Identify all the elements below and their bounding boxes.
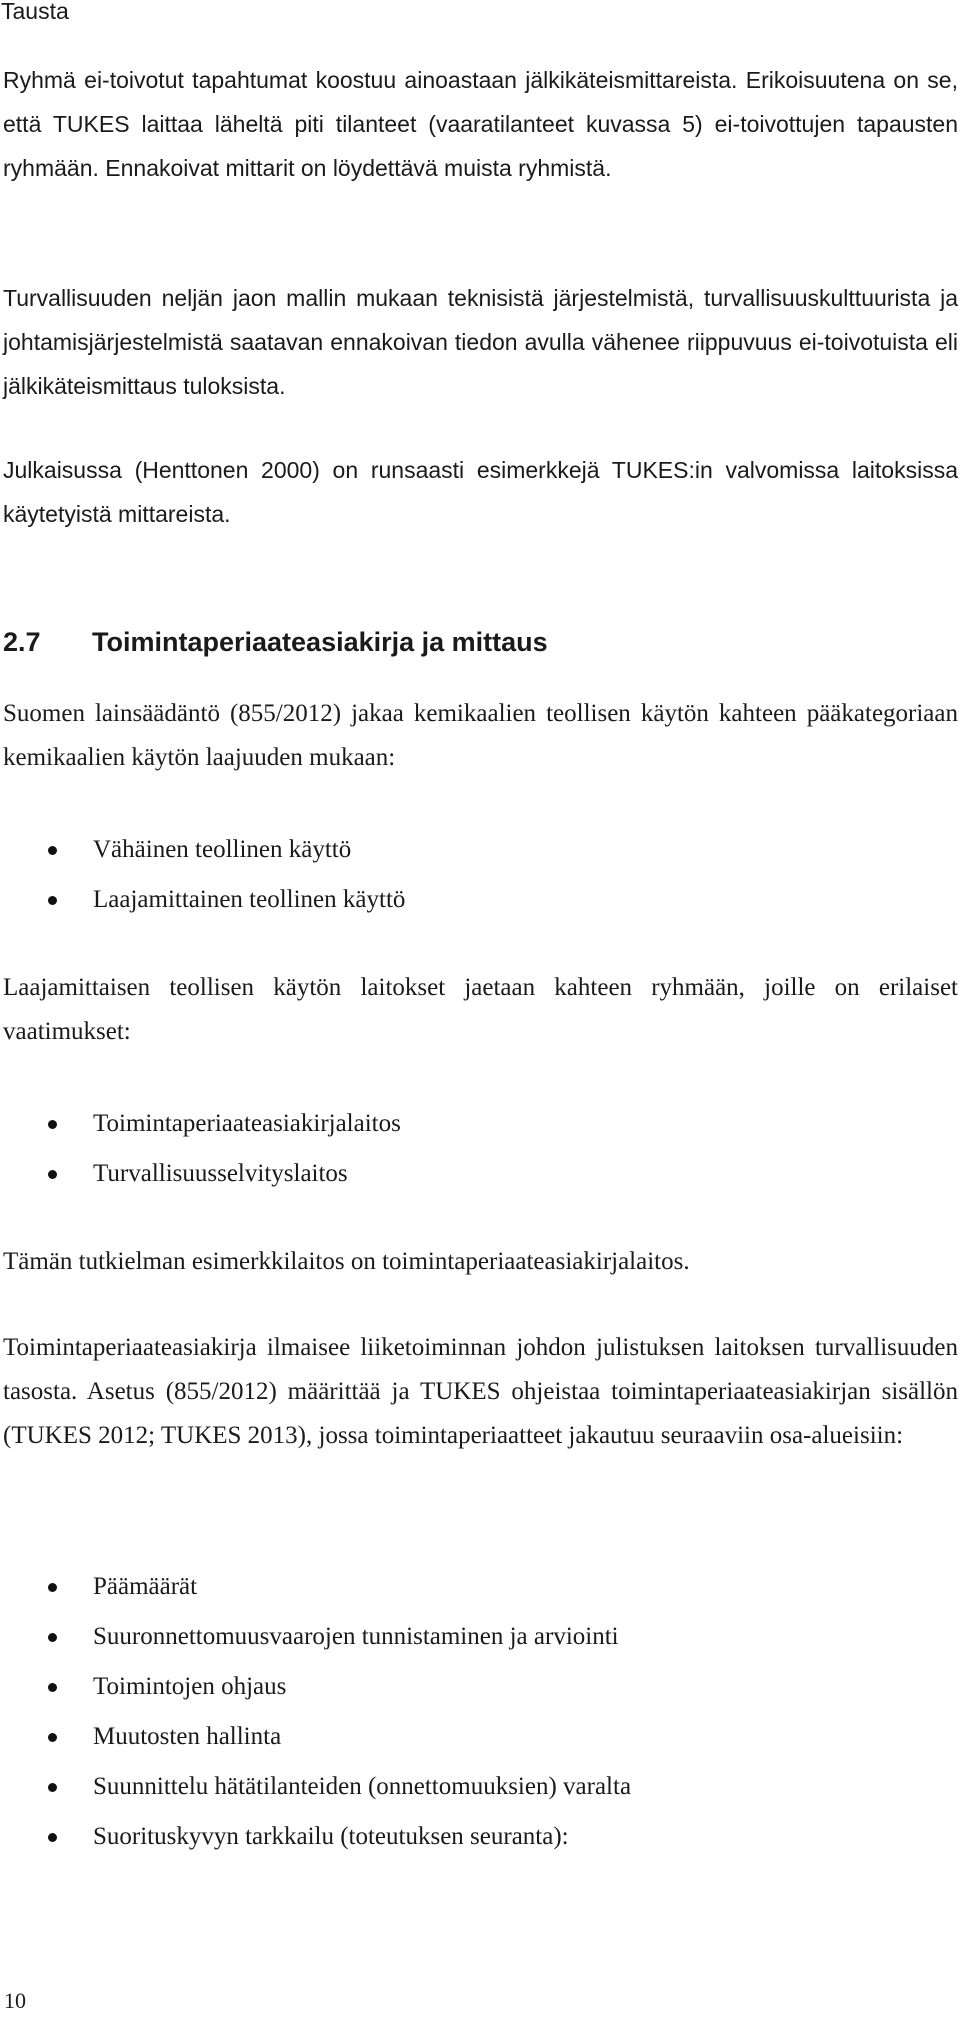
- intro-paragraph-2: Turvallisuuden neljän jaon mallin mukaan teknisistä järjestelmistä, turvallisuuskulttuurista ja johtamisjärjestelmistä saatavan ennakoivan tiedon avulla vähenee riippuvuus ei-toivotuista eli jälkikäteismittaus tuloksista.: [3, 285, 958, 399]
- list-item-text: Suuronnettomuusvaarojen tunnistaminen ja arviointi: [93, 1623, 619, 1650]
- list-item-text: Laajamittainen teollinen käyttö: [93, 886, 406, 913]
- bullet-list-facility-types: [0, 1099, 401, 1199]
- bullet-icon: [48, 1783, 57, 1792]
- intro-paragraph-3: Julkaisussa (Henttonen 2000) on runsaasti esimerkkejä TUKES:in valvomissa laitoksissa käytetyistä mittareista.: [3, 457, 958, 527]
- bullet-icon: [48, 1833, 57, 1842]
- bullet-icon: [48, 1170, 57, 1179]
- page-number: 10: [4, 1988, 26, 2013]
- section-paragraph-2: Laajamittaisen teollisen käytön laitokset jaetaan kahteen ryhmään, joille on erilaiset vaatimukset:: [3, 974, 958, 1045]
- list-item-text: Suorituskyvyn tarkkailu (toteutuksen seuranta):: [93, 1823, 569, 1850]
- list-item: [0, 1612, 631, 1662]
- section-paragraph-4: Toimintaperiaateasiakirja ilmaisee liiketoiminnan johdon julistuksen laitoksen turvallisuuden tasosta. Asetus (855/2012) määrittää ja TUKES ohjeistaa toimintaperiaateasiakirjan sisällön (TUKES 2012; TUKES 2013), jossa toimintaperiaatteet jakautuu seuraaviin osa-alueisiin:: [3, 1334, 958, 1449]
- section-title: Toimintaperiaateasiakirja ja mittaus: [92, 627, 548, 657]
- list-item: [0, 1662, 631, 1712]
- list-item: [0, 1712, 631, 1762]
- list-item: [0, 1762, 631, 1812]
- bullet-icon: [48, 1733, 57, 1742]
- section-label: Tausta: [1, 0, 69, 24]
- bullet-icon: [48, 1583, 57, 1592]
- list-item: [0, 875, 405, 925]
- list-item-text: Suunnittelu hätätilanteiden (onnettomuuksien) varalta: [93, 1773, 632, 1800]
- bullet-icon: [48, 896, 57, 905]
- list-item-text: Vähäinen teollinen käyttö: [93, 836, 352, 863]
- bullet-icon: [48, 1120, 57, 1129]
- bullet-icon: [48, 1683, 57, 1692]
- section-paragraph-3: Tämän tutkielman esimerkkilaitos on toimintaperiaateasiakirjalaitos.: [3, 1248, 690, 1275]
- intro-paragraph-1: Ryhmä ei-toivotut tapahtumat koostuu ainoastaan jälkikäteismittareista. Erikoisuutena on se, että TUKES laittaa läheltä piti tilanteet (vaaratilanteet kuvassa 5) ei-toivottujen tapausten ryhmään. Ennakoivat mittarit on löydettävä muista ryhmistä.: [3, 67, 958, 181]
- list-item: [0, 825, 405, 875]
- list-item-text: Muutosten hallinta: [93, 1723, 282, 1750]
- list-item: [0, 1149, 401, 1199]
- bullet-icon: [48, 846, 57, 855]
- list-item-text: Turvallisuusselvityslaitos: [93, 1160, 348, 1187]
- section-number: 2.7: [3, 627, 41, 657]
- bullet-list-usage-categories: [0, 825, 405, 925]
- section-heading: [3, 625, 958, 659]
- list-item-text: Toimintaperiaateasiakirjalaitos: [93, 1110, 401, 1137]
- list-item: [0, 1812, 631, 1862]
- list-item: [0, 1562, 631, 1612]
- bullet-icon: [48, 1633, 57, 1642]
- list-item-text: Päämäärät: [93, 1573, 198, 1600]
- list-item: [0, 1099, 401, 1149]
- section-paragraph-1: Suomen lainsäädäntö (855/2012) jakaa kemikaalien teollisen käytön kahteen pääkategoriaan kemikaalien käytön laajuuden mukaan:: [3, 700, 958, 771]
- list-item-text: Toimintojen ohjaus: [93, 1673, 287, 1700]
- bullet-list-policy-areas: [0, 1562, 631, 1862]
